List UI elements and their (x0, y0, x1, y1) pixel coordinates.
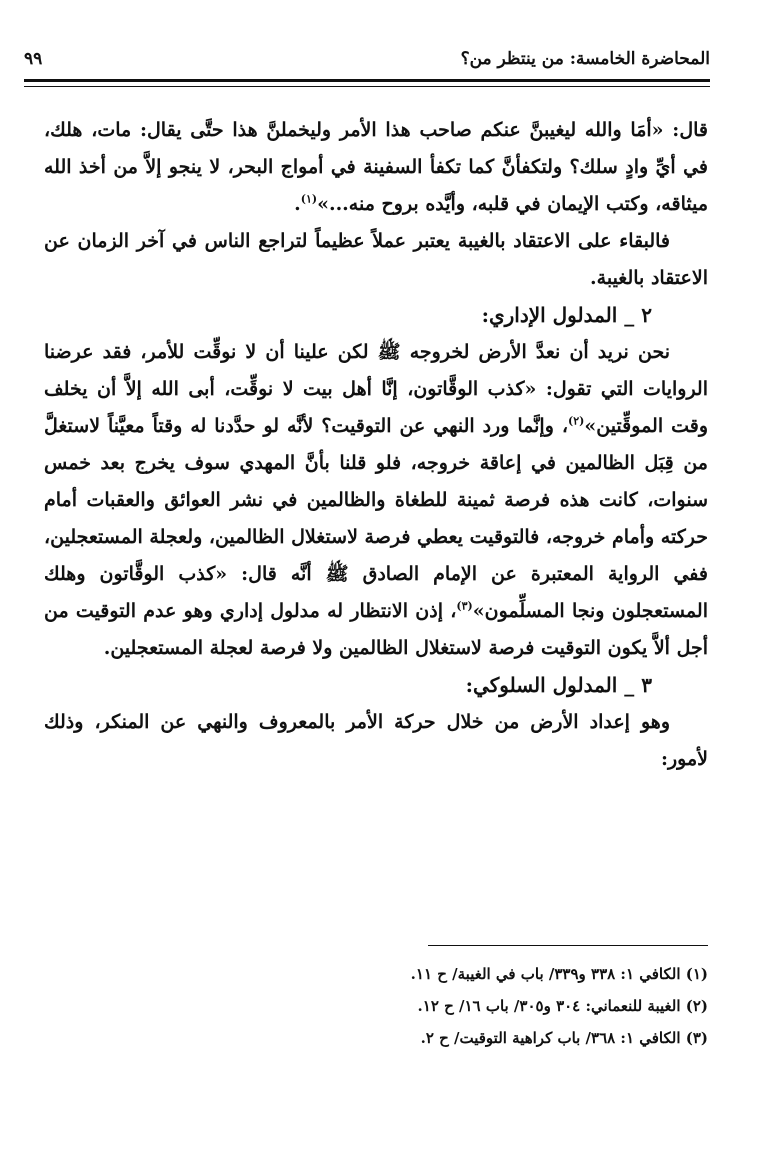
footnote-ref-2: (٢) (568, 414, 585, 428)
paragraph-behavioral: وهو إعداد الأرض من خلال حركة الأمر بالمعروف والنهي عن المنكر، وذلك لأمور: (44, 711, 708, 770)
footnote-separator (428, 945, 708, 946)
footnote-ref-1: (١) (300, 192, 318, 206)
footnotes (44, 958, 708, 1054)
section-heading-administrative: ٢ _ المدلول الإداري: (481, 303, 652, 327)
section-heading-behavioral: ٣ _ المدلول السلوكي: (465, 673, 652, 697)
footnote-3: (٣) الكافي ١: ٣٦٨/ باب كراهية التوقيت/ ح ٢. (420, 1029, 708, 1047)
footnote-1: (١) الكافي ١: ٣٣٨ و٣٣٩/ باب في الغيبة/ ح ١١. (410, 965, 708, 983)
main-text (44, 112, 708, 778)
paragraph-quote: قال: «أمَا والله ليغيبنَّ عنكم صاحب هذا الأمر وليخملنَّ هذا حتَّى يقال: مات، هلك، في أيِّ وادٍ سلك؟ ولتكفأنَّ كما تكفأ السفينة في أمواج البحر، لا ينجو إلاَّ من أخذ الله ميثاقه، وكتب الإيمان في قلبه، وأيَّده بروح منه...»$^{(١)}$. (44, 119, 708, 215)
header-rule-thick (24, 79, 710, 82)
header-rule-thin (24, 86, 710, 87)
chapter-title: المحاضرة الخامسة: من ينتظر من؟ (460, 49, 710, 69)
paragraph-conclusion: فالبقاء على الاعتقاد بالغيبة يعتبر عملاً عظيماً لتراجع الناس في آخر الزمان عن الاعتقاد بالغيبة. (44, 230, 708, 289)
running-header (24, 44, 710, 74)
paragraph-administrative: نحن نريد أن نعدَّ الأرض لخروجه ﷺ لكن علينا أن لا نوقِّت للأمر، فقد عرضنا الروايات التي تقول: «كذب الوقَّاتون، إنَّا أهل بيت لا نوقِّت، أبى الله إلاَّ أن يخلف وقت الموقِّتين»$^{(٢)}$، وإنَّما ورد النهي عن التوقيت؟ لأنَّه لو حدَّدنا له وقتاً معيَّناً لاستغلَّ من قِبَل الظالمين في إعاقة خروجه، فلو قلنا بأنَّ المهدي سوف يخرج بعد خمس سنوات، كانت هذه فرصة ثمينة للطغاة والظالمين في نشر العوائق والعقبات أمام حركته وأمام خروجه، فالتوقيت يعطي فرصة لاستغلال الظالمين، ولعجلة المستعجلين، ففي الرواية المعتبرة عن الإمام الصادق ﷺ أنَّه قال: «كذب الوقَّاتون وهلك المستعجلون ونجا المسلِّمون»$^{(٣)}$، إذن الانتظار له مدلول إداري وهو عدم التوقيت من أجل ألاَّ يكون التوقيت فرصة لاستغلال الظالمين ولا فرصة لعجلة المستعجلين. (44, 341, 708, 659)
page-number: ٩٩ (24, 49, 43, 69)
footnote-ref-3: (٣) (456, 599, 473, 613)
footnote-2: (٢) الغيبة للنعماني: ٣٠٤ و٣٠٥/ باب ١٦/ ح ١٢. (417, 997, 708, 1015)
